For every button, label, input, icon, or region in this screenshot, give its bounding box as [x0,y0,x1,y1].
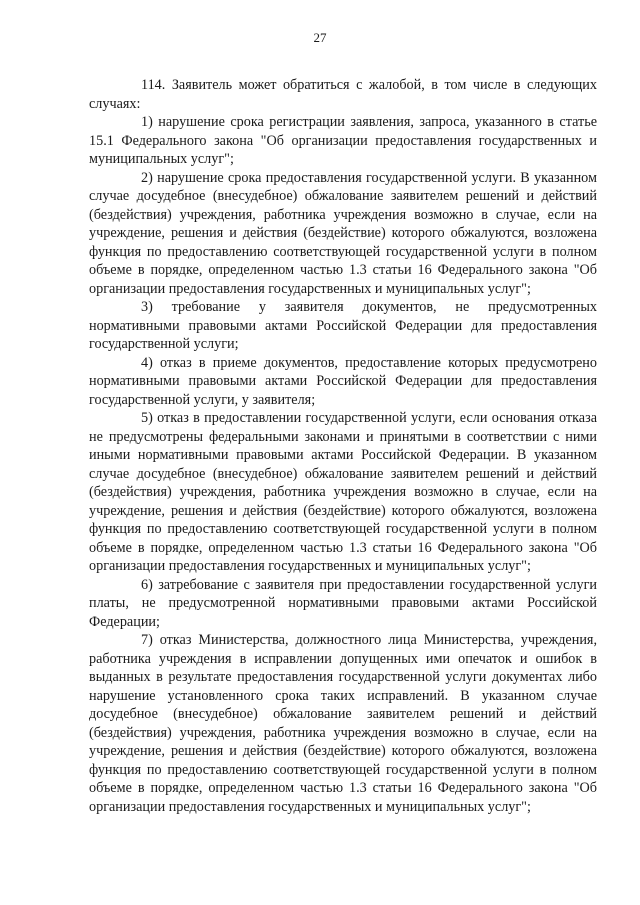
list-item-4: 4) отказ в приеме документов, предоставление которых предусмотрено нормативными правовыми актами Российской Федерации для предоставления государственной услуги, у заявителя; [89,354,597,408]
list-item-7: 7) отказ Министерства, должностного лица Министерства, учреждения, работника учреждения в исправлении допущенных ими опечаток и ошибок в выданных в результате предоставления государственной услуги документах либо нарушение установленного срока таких исправлений. В указанном случае досудебное (внесудебное) обжалование заявителем решений и действий (бездействия) учреждения, работника учреждения возможно в случае, если на учреждение, решения и действия (бездействие) которого обжалуются, возложена функция по предоставлению соответствующей государственной услуги в полном объеме в порядке, определенном частью 1.3 статьи 16 Федерального закона "Об организации предоставления государственных и муниципальных услуг"; [89,632,597,815]
document-body [89,76,597,816]
paragraph-114-intro: 114. Заявитель может обратиться с жалобой, в том числе в следующих случаях: [89,77,597,112]
list-item-6: 6) затребование с заявителя при предоставлении государственной услуги платы, не предусмотренной нормативными правовыми актами Российской Федерации; [89,576,597,630]
list-item-5: 5) отказ в предоставлении государственной услуги, если основания отказа не предусмотрены федеральными законами и принятыми в соответствии с ними иными нормативными правовыми актами Российской Федерации. В указанном случае досудебное (внесудебное) обжалование заявителем решений и действий (бездействия) учреждения, работника учреждения возможно в случае, если на учреждение, решения и действия (бездействие) которого обжалуются, возложена функция по предоставлению соответствующей государственной услуги в полном объеме в порядке, определенном частью 1.3 статьи 16 Федерального закона "Об организации предоставления государственных и муниципальных услуг"; [89,410,597,574]
list-item-3: 3) требование у заявителя документов, не предусмотренных нормативными правовыми актами Российской Федерации для предоставления государственной услуги; [89,299,597,352]
page-number: 27 [313,30,327,45]
list-item-1: 1) нарушение срока регистрации заявления, запроса, указанного в статье 15.1 Федерального закона "Об организации предоставления государственных и муниципальных услуг"; [89,114,597,167]
list-item-2: 2) нарушение срока предоставления государственной услуги. В указанном случае досудебное (внесудебное) обжалование заявителем решений и действий (бездействия) учреждения, работника учреждения возможно в случае, если на учреждение, решения и действия (бездействие) которого обжалуются, возложена функция по предоставлению соответствующей государственной услуги в полном объеме в порядке, определенном частью 1.3 статьи 16 Федерального закона "Об организации предоставления государственных и муниципальных услуг"; [89,169,597,297]
